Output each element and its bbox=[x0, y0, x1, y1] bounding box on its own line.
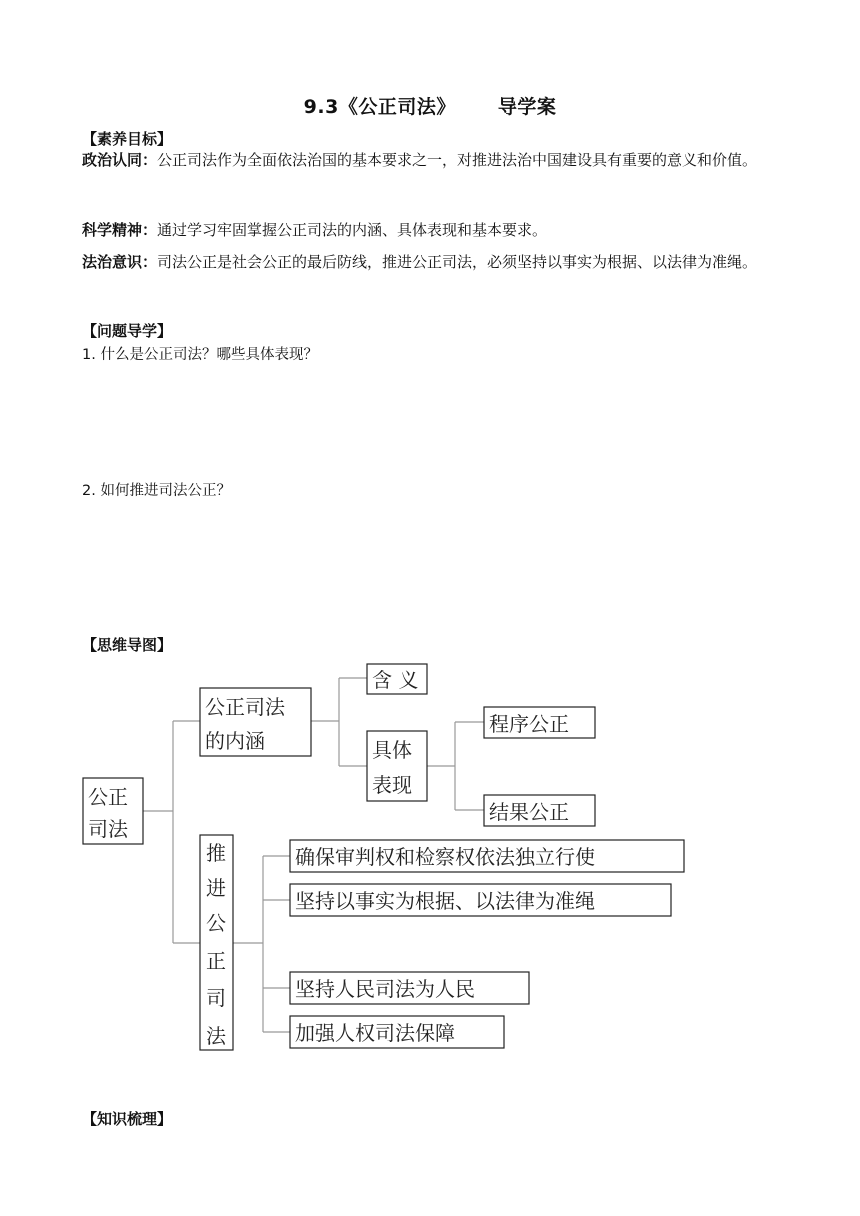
question-1: 1. 什么是公正司法？哪些具体表现？ bbox=[82, 347, 318, 363]
title-suffix: 导学案 bbox=[497, 96, 557, 118]
node-root-line1: 公正 bbox=[88, 785, 128, 809]
node-connotation-line1: 公正司法 bbox=[205, 695, 285, 719]
node-req-rights-text: 加强人权司法保障 bbox=[295, 1021, 455, 1045]
node-promote-char: 进 bbox=[206, 876, 226, 900]
node-promote-char: 公 bbox=[206, 911, 226, 935]
section-questions: 【问题导学】 bbox=[82, 322, 173, 340]
section-knowledge: 【知识梳理】 bbox=[82, 1110, 173, 1128]
node-req-facts-text: 坚持以事实为根据、以法律为准绳 bbox=[295, 889, 595, 913]
node-procedure-text: 程序公正 bbox=[489, 712, 569, 736]
question-2: 2. 如何推进司法公正？ bbox=[82, 483, 231, 499]
node-promote-char: 法 bbox=[206, 1024, 226, 1048]
section-mindmap: 【思维导图】 bbox=[82, 636, 173, 654]
goal-text: 通过学习牢固掌握公正司法的内涵、具体表现和基本要求。 bbox=[157, 221, 548, 239]
node-manifestation-line2: 表现 bbox=[372, 773, 412, 797]
section-goals: 【素养目标】 bbox=[82, 130, 173, 148]
node-req-independent-text: 确保审判权和检察权依法独立行使 bbox=[295, 845, 595, 869]
node-promote-char: 推 bbox=[206, 841, 226, 865]
node-manifestation-line1: 具体 bbox=[372, 738, 412, 762]
node-req-people-text: 坚持人民司法为人民 bbox=[295, 977, 475, 1001]
node-promote-char: 司 bbox=[206, 986, 226, 1010]
node-connotation-line2: 的内涵 bbox=[205, 729, 265, 753]
goal-label: 政治认同： bbox=[82, 151, 158, 169]
node-promote-char: 正 bbox=[206, 949, 226, 973]
node-result-text: 结果公正 bbox=[489, 800, 569, 824]
goal-label: 法治意识： bbox=[82, 253, 158, 271]
node-promote bbox=[200, 835, 233, 1050]
goal-label: 科学精神： bbox=[82, 221, 158, 239]
title-lesson: 9.3《公正司法》 bbox=[303, 96, 456, 118]
goal-text: 公正司法作为全面依法治国的基本要求之一，对推进法治中国建设具有重要的意义和价值。 bbox=[157, 151, 758, 169]
node-root-line2: 司法 bbox=[88, 817, 128, 841]
goal-text: 司法公正是社会公正的最后防线，推进公正司法，必须坚持以事实为根据、以法律为准绳。 bbox=[157, 253, 758, 271]
node-meaning-text: 含 义 bbox=[372, 668, 419, 692]
